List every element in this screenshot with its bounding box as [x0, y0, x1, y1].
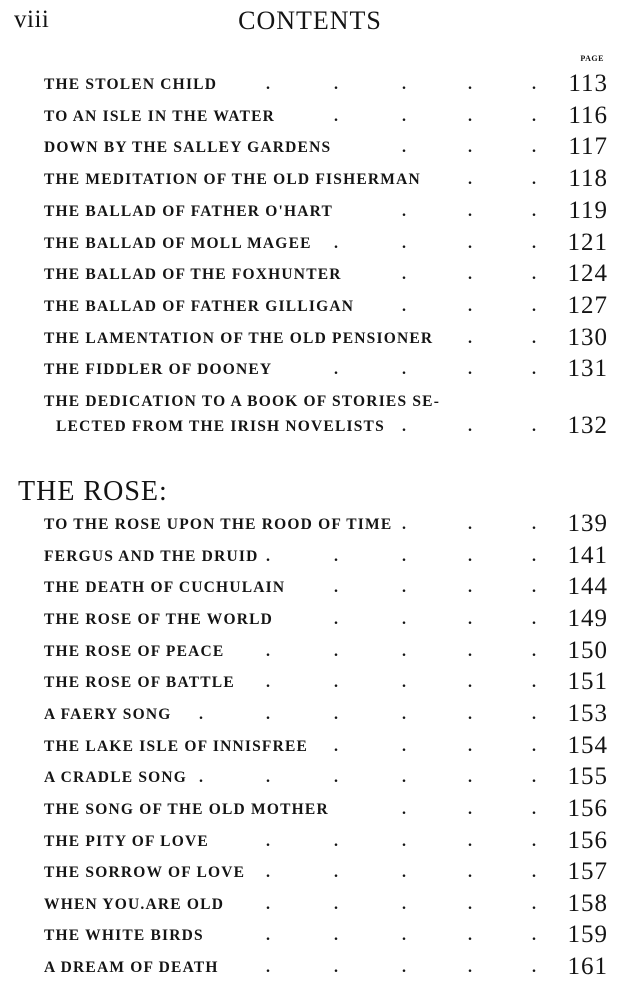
- page-column-label: PAGE: [580, 54, 604, 63]
- toc-entry[interactable]: [44, 763, 608, 795]
- leader-dot: .: [266, 895, 270, 913]
- leader-dot: .: [532, 642, 536, 660]
- leader-dot: .: [468, 674, 472, 692]
- entry-title: FERGUS AND THE DRUID: [44, 547, 259, 565]
- leader-dot: .: [402, 418, 406, 435]
- leader-dot: .: [468, 361, 472, 379]
- leader-dot: .: [532, 927, 536, 945]
- entry-title: WHEN YOU.ARE OLD: [44, 895, 225, 913]
- leader-dot: .: [334, 895, 338, 913]
- leader-dot: .: [334, 864, 338, 882]
- leader-dot: .: [266, 927, 270, 945]
- leader-dot: .: [532, 705, 536, 723]
- leader-dot: .: [532, 139, 536, 157]
- entry-title: THE BALLAD OF THE FOXHUNTER: [44, 266, 342, 284]
- leader-dots: [44, 235, 544, 255]
- leader-dots: [44, 801, 544, 821]
- leader-dot: .: [468, 642, 472, 660]
- leader-dots: [44, 266, 544, 286]
- toc-entry[interactable]: [44, 292, 608, 324]
- entry-page-number: 155: [567, 763, 608, 791]
- leader-dots: [44, 833, 544, 853]
- entry-title: THE BALLAD OF FATHER GILLIGAN: [44, 297, 355, 315]
- entry-page-number: 158: [567, 889, 608, 917]
- leader-dot: .: [532, 959, 536, 977]
- leader-dot: .: [532, 418, 536, 435]
- leader-dots: [44, 298, 544, 318]
- entry-page-number: 154: [567, 731, 608, 759]
- leader-dot: .: [334, 579, 338, 597]
- leader-dot: .: [334, 832, 338, 850]
- leader-dot: .: [468, 579, 472, 597]
- leader-dot: .: [532, 361, 536, 379]
- toc-entry[interactable]: [44, 573, 608, 605]
- entry-page-number: 118: [568, 165, 608, 193]
- leader-dots: [44, 579, 544, 599]
- leader-dot: .: [334, 769, 338, 787]
- leader-dots: [44, 738, 544, 758]
- leader-dot: .: [468, 959, 472, 977]
- leader-dot: .: [266, 769, 270, 787]
- leader-dot: .: [334, 642, 338, 660]
- toc-entry[interactable]: [44, 70, 608, 102]
- entry-page-number: 127: [567, 291, 608, 319]
- leader-dot: .: [266, 642, 270, 660]
- entry-title: THE MEDITATION OF THE OLD FISHERMAN: [44, 171, 421, 189]
- entry-title: A DREAM OF DEATH: [44, 959, 219, 977]
- leader-dot: .: [266, 705, 270, 723]
- entry-title: THE PITY OF LOVE: [44, 832, 209, 850]
- entry-title: THE LAMENTATION OF THE OLD PENSIONER: [44, 329, 434, 347]
- entry-title: A FAERY SONG: [44, 705, 172, 723]
- leader-dot: .: [532, 76, 536, 93]
- leader-dot: .: [532, 674, 536, 692]
- leader-dot: .: [468, 927, 472, 945]
- leader-dots: [44, 516, 544, 536]
- leader-dot: .: [532, 832, 536, 850]
- leader-dots: [44, 171, 544, 191]
- entry-title: THE SONG OF THE OLD MOTHER: [44, 800, 329, 818]
- leader-dots: [44, 548, 544, 568]
- toc-entry[interactable]: [44, 605, 608, 637]
- leader-dot: .: [532, 737, 536, 755]
- entry-page-number: 113: [568, 70, 608, 97]
- leader-dots: [44, 330, 544, 350]
- entry-page-number: 132: [567, 412, 608, 439]
- leader-dots: [44, 959, 544, 979]
- leader-dot: .: [266, 547, 270, 565]
- toc-entry[interactable]: [44, 637, 608, 669]
- toc-entry[interactable]: [44, 324, 608, 356]
- entry-page-number: 130: [567, 323, 608, 351]
- toc-entry[interactable]: [44, 921, 608, 953]
- leader-dots: [44, 927, 544, 947]
- entry-title: A CRADLE SONG: [44, 769, 188, 787]
- leader-dots: [44, 643, 544, 663]
- leader-dot: .: [532, 202, 536, 220]
- leader-dot: .: [334, 610, 338, 628]
- entry-page-number: 131: [567, 355, 608, 383]
- leader-dots: [56, 418, 556, 438]
- toc-entry[interactable]: [44, 510, 608, 542]
- toc-entry[interactable]: [44, 197, 608, 229]
- leader-dot: .: [402, 705, 406, 723]
- leader-dot: .: [402, 297, 406, 315]
- entry-title: THE ROSE OF PEACE: [44, 642, 225, 660]
- toc-entry[interactable]: [44, 542, 608, 574]
- entry-title: THE SORROW OF LOVE: [44, 864, 246, 882]
- entry-title: THE STOLEN CHILD: [44, 76, 218, 93]
- entry-page-number: 156: [567, 794, 608, 822]
- leader-dot: .: [468, 610, 472, 628]
- leader-dot: .: [468, 329, 472, 347]
- leader-dot: .: [532, 579, 536, 597]
- entry-title: TO THE ROSE UPON THE ROOD OF TIME: [44, 516, 393, 533]
- toc-entry-continued[interactable]: [56, 412, 608, 444]
- leader-dot: .: [266, 959, 270, 977]
- leader-dots: [44, 393, 544, 413]
- leader-dots: [44, 361, 544, 381]
- toc-entry[interactable]: [44, 668, 608, 700]
- entry-title: THE DEDICATION TO A BOOK OF STORIES SE-: [44, 393, 441, 410]
- leader-dot: .: [468, 864, 472, 882]
- leader-dot: .: [334, 927, 338, 945]
- entry-page-number: 159: [567, 921, 608, 949]
- leader-dot: .: [402, 832, 406, 850]
- leader-dot: .: [532, 769, 536, 787]
- entry-title: TO AN ISLE IN THE WATER: [44, 107, 276, 125]
- leader-dot: .: [468, 769, 472, 787]
- leader-dots: [44, 611, 544, 631]
- entry-page-number: 121: [567, 228, 608, 256]
- toc-entry[interactable]: [44, 732, 608, 764]
- entry-title: THE FIDDLER OF DOONEY: [44, 361, 273, 379]
- leader-dot: .: [468, 107, 472, 125]
- leader-dot: .: [468, 297, 472, 315]
- leader-dot: .: [334, 737, 338, 755]
- leader-dot: .: [402, 76, 406, 93]
- leader-dots: [44, 203, 544, 223]
- leader-dot: .: [532, 171, 536, 189]
- entry-page-number: 150: [567, 636, 608, 664]
- toc-entry[interactable]: [44, 700, 608, 732]
- leader-dot: .: [532, 610, 536, 628]
- entry-page-number: 116: [568, 101, 608, 129]
- leader-dot: .: [532, 895, 536, 913]
- entry-page-number: 161: [567, 953, 608, 981]
- leader-dot: .: [402, 202, 406, 220]
- leader-dot: .: [334, 959, 338, 977]
- leader-dot: .: [468, 418, 472, 435]
- leader-dot: .: [266, 864, 270, 882]
- page-number: viii: [14, 6, 50, 33]
- leader-dot: .: [402, 864, 406, 882]
- leader-dot: .: [334, 107, 338, 125]
- leader-dot: .: [532, 864, 536, 882]
- leader-dot: .: [402, 769, 406, 787]
- leader-dot: .: [468, 171, 472, 189]
- leader-dot: .: [402, 674, 406, 692]
- leader-dot: .: [402, 516, 406, 533]
- leader-dot: .: [334, 361, 338, 379]
- toc-entry[interactable]: [44, 229, 608, 261]
- entry-page-number: 119: [568, 196, 608, 224]
- leader-dot: .: [468, 202, 472, 220]
- leader-dots: [44, 108, 544, 128]
- leader-dot: .: [468, 705, 472, 723]
- leader-dot: .: [402, 737, 406, 755]
- toc-entry[interactable]: [44, 133, 608, 165]
- leader-dots: [44, 896, 544, 916]
- entry-page-number: 151: [567, 668, 608, 696]
- leader-dot: .: [468, 737, 472, 755]
- leader-dot: .: [468, 516, 472, 533]
- leader-dot: .: [532, 547, 536, 565]
- leader-dot: .: [532, 329, 536, 347]
- leader-dot: .: [468, 547, 472, 565]
- leader-dot: .: [402, 139, 406, 157]
- entry-page-number: 141: [567, 541, 608, 569]
- leader-dots: [44, 769, 544, 789]
- entry-title: DOWN BY THE SALLEY GARDENS: [44, 139, 332, 157]
- leader-dot: .: [266, 832, 270, 850]
- entry-page-number: 117: [568, 133, 608, 161]
- leader-dots: [44, 706, 544, 726]
- leader-dots: [44, 864, 544, 884]
- leader-dot: .: [402, 610, 406, 628]
- leader-dot: .: [468, 832, 472, 850]
- toc-entry[interactable]: [44, 795, 608, 827]
- leader-dot: .: [334, 705, 338, 723]
- leader-dot: .: [199, 769, 203, 787]
- toc-entry[interactable]: [44, 827, 608, 859]
- leader-dot: .: [402, 642, 406, 660]
- leader-dot: .: [334, 234, 338, 252]
- entry-title: THE ROSE OF BATTLE: [44, 674, 235, 692]
- toc-entry[interactable]: [44, 165, 608, 197]
- entry-page-number: 139: [567, 510, 608, 537]
- entry-title: THE WHITE BIRDS: [44, 927, 204, 945]
- leader-dot: .: [199, 705, 203, 723]
- entry-page-number: 157: [567, 858, 608, 886]
- leader-dot: .: [468, 895, 472, 913]
- entry-page-number: 144: [567, 573, 608, 601]
- page-title: CONTENTS: [238, 6, 382, 35]
- entry-title: THE DEATH OF CUCHULAIN: [44, 579, 286, 597]
- leader-dots: [44, 674, 544, 694]
- entry-page-number: 156: [567, 826, 608, 854]
- leader-dot: .: [532, 107, 536, 125]
- leader-dot: .: [532, 516, 536, 533]
- leader-dot: .: [402, 800, 406, 818]
- leader-dot: .: [334, 547, 338, 565]
- toc-entry[interactable]: [44, 260, 608, 292]
- toc-entry[interactable]: [44, 953, 608, 985]
- leader-dot: .: [532, 234, 536, 252]
- entry-title: THE LAKE ISLE OF INNISFREE: [44, 737, 309, 755]
- leader-dot: .: [468, 76, 472, 93]
- leader-dot: .: [334, 76, 338, 93]
- leader-dot: .: [402, 234, 406, 252]
- leader-dot: .: [532, 297, 536, 315]
- leader-dot: .: [532, 266, 536, 284]
- entry-page-number: 124: [567, 260, 608, 288]
- leader-dot: .: [468, 139, 472, 157]
- leader-dot: .: [402, 579, 406, 597]
- leader-dot: .: [402, 266, 406, 284]
- leader-dots: [44, 76, 544, 96]
- entry-title: LECTED FROM THE IRISH NOVELISTS: [56, 418, 385, 435]
- leader-dot: .: [334, 674, 338, 692]
- entry-title: THE BALLAD OF FATHER O'HART: [44, 202, 334, 220]
- leader-dot: .: [468, 800, 472, 818]
- page-header: [0, 6, 620, 40]
- leader-dot: .: [468, 266, 472, 284]
- section-heading: THE ROSE:: [18, 476, 168, 507]
- toc-entry[interactable]: [44, 858, 608, 890]
- toc-entry[interactable]: [44, 890, 608, 922]
- entry-page-number: 149: [567, 604, 608, 632]
- toc-entry[interactable]: [44, 355, 608, 387]
- entry-title: THE BALLAD OF MOLL MAGEE: [44, 234, 312, 252]
- leader-dot: .: [468, 234, 472, 252]
- leader-dot: .: [266, 76, 270, 93]
- leader-dot: .: [402, 927, 406, 945]
- toc-entry[interactable]: [44, 102, 608, 134]
- leader-dot: .: [402, 959, 406, 977]
- leader-dot: .: [402, 547, 406, 565]
- leader-dot: .: [266, 674, 270, 692]
- leader-dots: [44, 139, 544, 159]
- entry-page-number: 153: [567, 699, 608, 727]
- leader-dot: .: [402, 895, 406, 913]
- entry-title: THE ROSE OF THE WORLD: [44, 610, 274, 628]
- leader-dot: .: [402, 361, 406, 379]
- leader-dot: .: [532, 800, 536, 818]
- leader-dot: .: [402, 107, 406, 125]
